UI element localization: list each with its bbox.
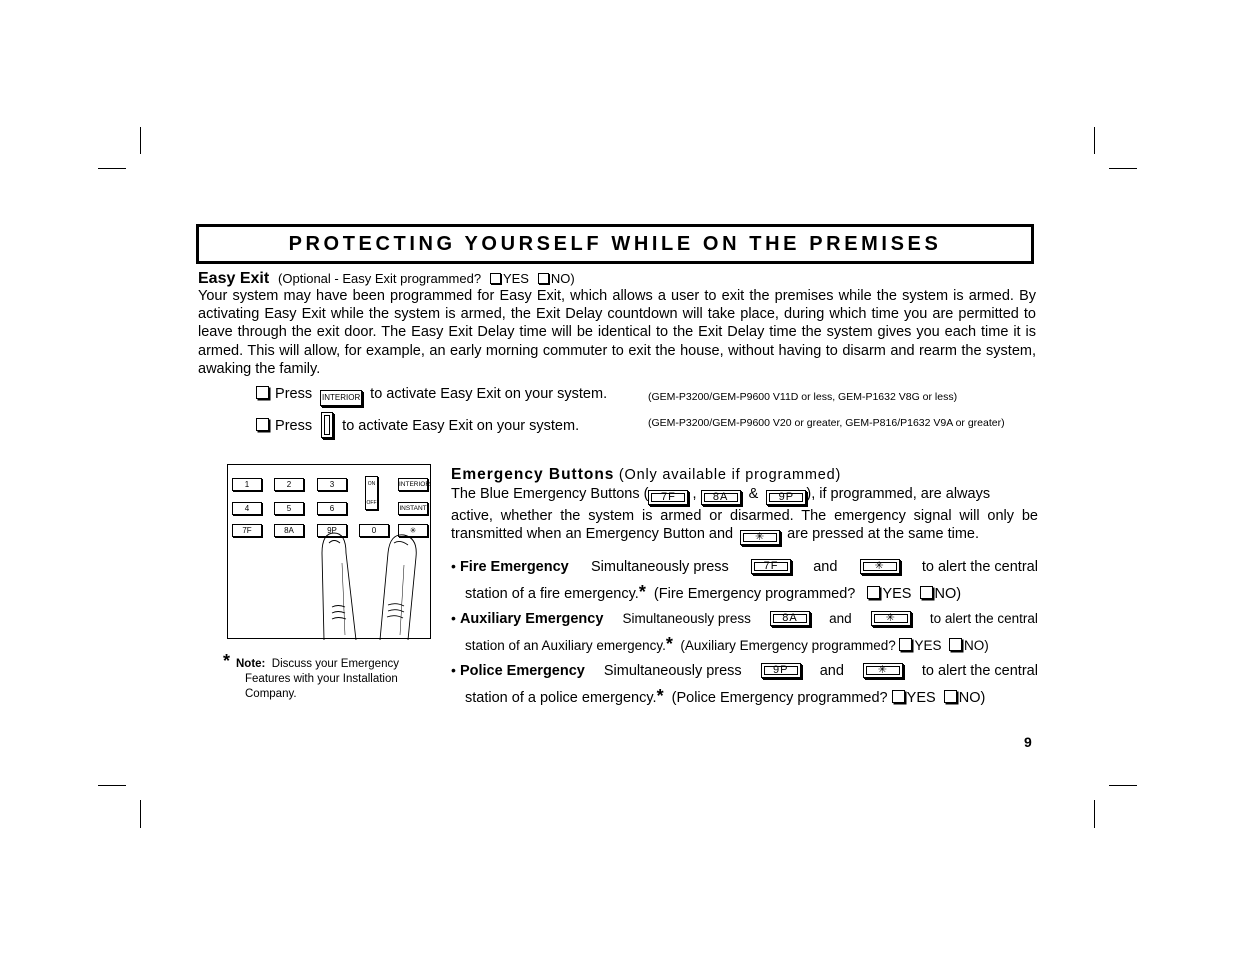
key-8a-icon: 8A <box>770 611 810 626</box>
checkbox-icon <box>949 638 962 651</box>
checkbox-icon <box>256 386 269 399</box>
keypad-key: 4 <box>232 502 262 515</box>
crop-mark <box>140 800 141 828</box>
crop-mark <box>1094 127 1095 154</box>
checkbox-icon <box>490 273 501 284</box>
key-9p-icon: 9P <box>766 490 806 505</box>
keypad-key: 2 <box>274 478 304 491</box>
keypad-key: ✳ <box>398 524 428 537</box>
step-press-label: Press <box>275 418 313 434</box>
emergency-intro: The Blue Emergency Buttons ( 7F , 8A & 9P ), if programmed, are always <box>451 486 991 503</box>
auxiliary-emergency-line2: station of an Auxiliary emergency.* (Auxiliary Emergency programmed? YES NO) <box>465 634 989 654</box>
step-text: to activate Easy Exit on your system. <box>370 386 608 402</box>
emergency-sub: (Only available if programmed) <box>618 467 842 483</box>
emergency-heading: Emergency Buttons <box>451 466 615 483</box>
police-emergency-item: • Police Emergency Simultaneously press 9P and ✳ to alert the central <box>451 662 1038 679</box>
page-title: PROTECTING YOURSELF WHILE ON THE PREMISES <box>196 224 1034 264</box>
crop-mark <box>98 785 126 786</box>
key-9p-icon: 9P <box>761 663 801 678</box>
keypad-key: 0 <box>359 524 389 537</box>
star-key-icon: ✳ <box>871 611 911 626</box>
keypad-key: 1 <box>232 478 262 491</box>
on-off-switch-icon: ON OFF <box>365 476 378 510</box>
emergency-line2: active, whether the system is armed or disarmed. The emergency signal will only be <box>451 508 1038 524</box>
fire-emergency-line2: station of a fire emergency.* (Fire Emergency programmed? YES NO) <box>465 582 962 602</box>
easy-exit-note: (Optional - Easy Exit programmed? <box>278 271 482 286</box>
note-star: * <box>223 651 231 671</box>
keypad-key: 7F <box>232 524 262 537</box>
step-models: (GEM-P3200/GEM-P9600 V20 or greater, GEM-P816/P1632 V9A or greater) <box>648 417 1005 429</box>
on-off-key-icon <box>321 412 333 438</box>
checkbox-icon <box>944 690 957 703</box>
key-8a-icon: 8A <box>701 490 741 505</box>
step-press-label: Press <box>275 386 313 402</box>
crop-mark <box>1109 168 1137 169</box>
instant-key-icon: INSTANT <box>398 502 428 515</box>
step-models: (GEM-P3200/GEM-P9600 V11D or less, GEM-P1632 V8G or less) <box>648 391 958 403</box>
checkbox-icon <box>920 586 933 599</box>
crop-mark <box>1109 785 1137 786</box>
page-number: 9 <box>1024 734 1032 750</box>
checkbox-icon <box>899 638 912 651</box>
easy-exit-heading: Easy Exit <box>198 270 270 287</box>
step-text: to activate Easy Exit on your system. <box>342 418 580 434</box>
no-label: NO) <box>550 271 575 286</box>
crop-mark <box>140 127 141 154</box>
emergency-header <box>451 466 841 484</box>
keypad-key: 6 <box>317 502 347 515</box>
star-key-icon: ✳ <box>863 663 903 678</box>
easy-exit-step <box>256 412 579 438</box>
easy-exit-body: Your system may have been programmed for Easy Exit, which allows a user to exit the premises while the system is armed. By activating Easy Exit while the system is armed, the Exit Delay countdown will take place, during which time you are permitted to leave through the exit door. The Easy Exit Delay time will be identical to the Exit Delay time the system gives you each time it is armed. This will allow, for example, an early morning commuter to exit the house, without having to disarm and rearm the system, awaking the family. <box>198 288 1036 377</box>
checkbox-icon <box>538 273 549 284</box>
checkbox-icon <box>867 586 880 599</box>
key-7f-icon: 7F <box>751 559 791 574</box>
yes-label: YES <box>502 271 529 286</box>
crop-mark <box>1094 800 1095 828</box>
star-key-icon: ✳ <box>740 530 780 545</box>
note-text: Note: Discuss your Emergency Features with your Installation Company. <box>236 658 399 700</box>
keypad-key: 5 <box>274 502 304 515</box>
fingers-icon <box>228 465 432 640</box>
interior-key-icon: INTERIOR <box>320 390 362 406</box>
fire-emergency-item: • Fire Emergency Simultaneously press 7F and ✳ to alert the central <box>451 558 1038 575</box>
interior-key-icon: INTERIOR <box>398 478 428 491</box>
keypad-illustration <box>227 464 431 639</box>
star-key-icon: ✳ <box>860 559 900 574</box>
checkbox-icon <box>892 690 905 703</box>
checkbox-icon <box>256 418 269 431</box>
easy-exit-header <box>198 270 575 288</box>
easy-exit-step <box>256 386 607 406</box>
keypad-key: 9P <box>317 524 347 537</box>
crop-mark <box>98 168 126 169</box>
keypad-key: 8A <box>274 524 304 537</box>
key-7f-icon: 7F <box>648 490 688 505</box>
police-emergency-line2: station of a police emergency.* (Police Emergency programmed? YES NO) <box>465 686 986 706</box>
emergency-line3: transmitted when an Emergency Button and ✳ are pressed at the same time. <box>451 526 979 543</box>
keypad-key: 3 <box>317 478 347 491</box>
auxiliary-emergency-item: • Auxiliary Emergency Simultaneously press 8A and ✳ to alert the central <box>451 610 1038 627</box>
